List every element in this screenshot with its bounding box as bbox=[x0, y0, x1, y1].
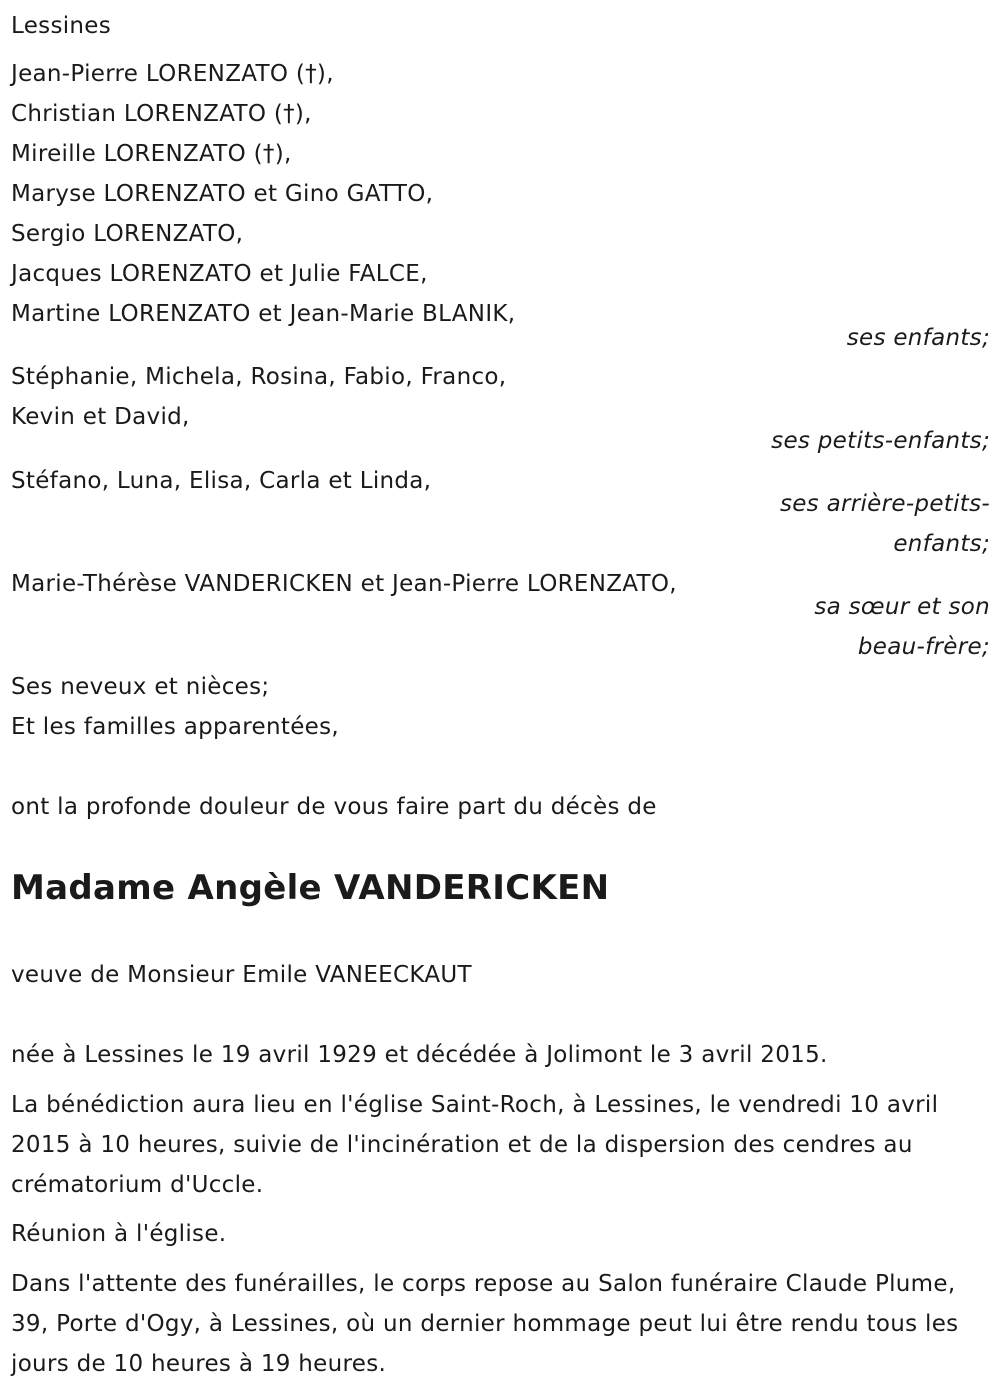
families-line: Et les familles apparentées, bbox=[11, 714, 339, 740]
meeting-text: Réunion à l'église. bbox=[11, 1221, 227, 1247]
child-line: Martine LORENZATO et Jean-Marie BLANIK, bbox=[11, 301, 516, 327]
born-died-text: née à Lessines le 19 avril 1929 et décédée à Jolimont le 3 avril 2015. bbox=[11, 1042, 828, 1068]
child-line: Sergio LORENZATO, bbox=[11, 221, 244, 247]
grandchildren-line: Stéphanie, Michela, Rosina, Fabio, Franco, bbox=[11, 364, 507, 390]
great-grandchildren-role-label: enfants; bbox=[893, 531, 990, 557]
widow-of-text: veuve de Monsieur Emile VANEECKAUT bbox=[11, 962, 472, 988]
child-line: Christian LORENZATO (†), bbox=[11, 101, 312, 127]
place-heading: Lessines bbox=[11, 13, 112, 39]
child-line: Jean-Pierre LORENZATO (†), bbox=[11, 61, 334, 87]
grandchildren-role-label: ses petits-enfants; bbox=[771, 428, 990, 454]
children-role-label: ses enfants; bbox=[846, 325, 990, 351]
deceased-name: Madame Angèle VANDERICKEN bbox=[11, 868, 610, 908]
sibling-role-label: beau-frère; bbox=[857, 634, 990, 660]
nephews-line: Ses neveux et nièces; bbox=[11, 674, 270, 700]
grandchildren-line: Kevin et David, bbox=[11, 404, 190, 430]
great-grandchildren-line: Stéfano, Luna, Elisa, Carla et Linda, bbox=[11, 468, 432, 494]
announcement-text: ont la profonde douleur de vous faire part du décès de bbox=[11, 794, 657, 820]
visitation-paragraph: Dans l'attente des funérailles, le corps repose au Salon funéraire Claude Plume, 39, Porte d'Ogy, à Lessines, où un dernier hommage peut lui être rendu tous les jours de 10 heures à 19 heures. bbox=[11, 1271, 959, 1377]
child-line: Mireille LORENZATO (†), bbox=[11, 141, 292, 167]
child-line: Jacques LORENZATO et Julie FALCE, bbox=[11, 261, 428, 287]
ceremony-paragraph: La bénédiction aura lieu en l'église Saint-Roch, à Lessines, le vendredi 10 avril 2015 à 10 heures, suivie de l'incinération et de la dispersion des cendres au crématorium d'Uccle. bbox=[11, 1092, 939, 1198]
child-line: Maryse LORENZATO et Gino GATTO, bbox=[11, 181, 434, 207]
great-grandchildren-role-label: ses arrière-petits- bbox=[779, 491, 990, 517]
sibling-line: Marie-Thérèse VANDERICKEN et Jean-Pierre LORENZATO, bbox=[11, 571, 677, 597]
sibling-role-label: sa sœur et son bbox=[814, 594, 990, 620]
